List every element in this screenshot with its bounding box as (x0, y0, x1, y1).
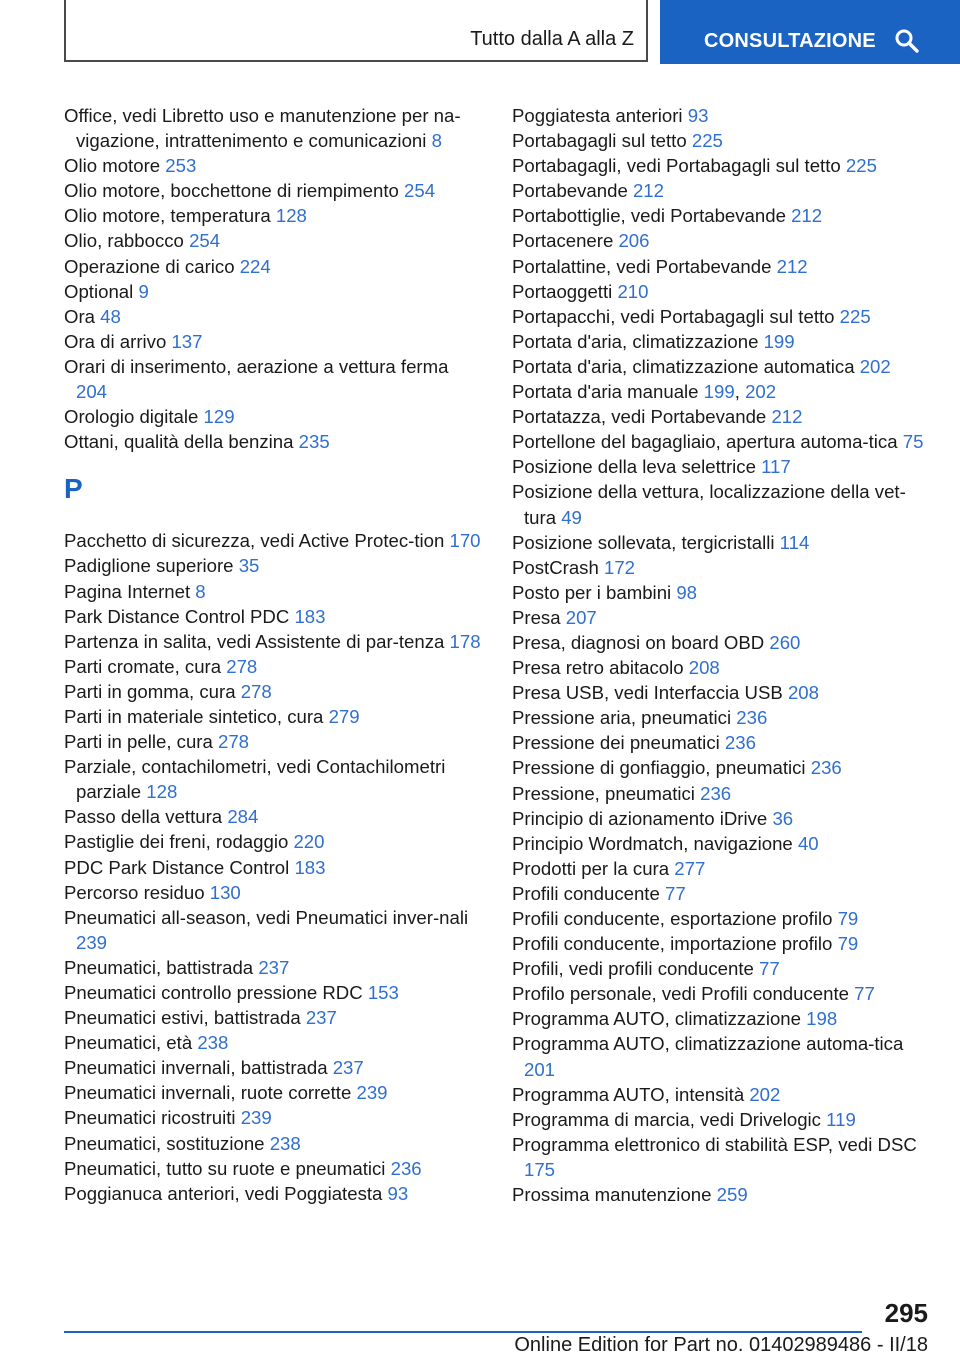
page-reference-link[interactable]: 202 (859, 355, 891, 377)
page-reference-link[interactable]: 207 (565, 606, 597, 628)
footer-edition-text: Online Edition for Part no. 01402989486 - II/18 (514, 1334, 928, 1356)
page-reference-link[interactable]: 170 (449, 530, 481, 552)
index-entry (64, 1181, 484, 1206)
page-reference-link[interactable]: 79 (837, 908, 859, 929)
index-entry (64, 604, 484, 629)
page-reference-link[interactable]: 137 (171, 330, 203, 352)
index-entry (64, 228, 484, 253)
index-entry-term: Pressione aria, pneumatici (512, 707, 732, 729)
index-entry (512, 454, 932, 479)
page-reference-link[interactable]: 128 (275, 205, 307, 227)
index-entry-term: Parziale, contachilometri, vedi Contachilometri parziale (64, 756, 446, 803)
index-entry (512, 1182, 932, 1207)
index-entry (512, 429, 932, 454)
index-entry (64, 354, 484, 404)
page-reference-link[interactable]: 259 (716, 1184, 748, 1206)
page-reference-link[interactable]: 77 (854, 983, 875, 1005)
page-reference-link[interactable]: 278 (218, 731, 250, 753)
index-entry-term: Olio motore, bocchettone di riempimento (64, 180, 399, 202)
page-reference-link[interactable]: 220 (293, 831, 325, 853)
index-entry-term: Posizione della leva selettrice (512, 456, 756, 478)
index-entry-term: Olio, rabbocco (64, 230, 184, 252)
index-entry-term: Pneumatici, età (64, 1032, 193, 1054)
index-entry (512, 956, 932, 981)
index-entry (512, 203, 932, 228)
index-entry (512, 730, 932, 755)
index-entry (64, 729, 484, 754)
index-entry (512, 881, 932, 906)
index-entry (512, 1107, 932, 1132)
index-entry (512, 103, 932, 128)
index-entry (512, 1031, 932, 1081)
page-reference-link[interactable]: 237 (258, 956, 290, 978)
index-entry (512, 329, 932, 354)
page-reference-link[interactable]: 208 (787, 682, 819, 704)
page-reference-link[interactable]: 128 (146, 781, 178, 803)
index-entry-term: Profilo personale, vedi Profili conducente (512, 983, 849, 1005)
page-reference-link[interactable]: 278 (226, 655, 258, 677)
index-entry (64, 704, 484, 729)
index-entry-term: Pagina Internet (64, 580, 191, 602)
index-letter-heading: P (64, 473, 83, 505)
index-entry (512, 806, 932, 831)
index-entry (64, 553, 484, 578)
index-entry-term: Pneumatici invernali, battistrada (64, 1057, 328, 1079)
index-entry (64, 829, 484, 854)
page-reference-link[interactable]: 239 (76, 931, 108, 953)
page-reference-link[interactable]: 235 (298, 431, 330, 453)
index-entry-term: Pneumatici all-season, vedi Pneumatici inver-nali (64, 906, 469, 928)
index-entry (512, 680, 932, 705)
page-reference-link[interactable]: 206 (618, 230, 650, 252)
index-entry-term: Partenza in salita, vedi Assistente di par-tenza (64, 630, 445, 652)
page-header (0, 0, 960, 66)
index-entry-term: Park Distance Control PDC (64, 605, 290, 627)
page-reference-link[interactable]: 224 (239, 255, 271, 277)
page-reference-link[interactable]: 201 (524, 1058, 556, 1080)
index-entry (512, 404, 932, 429)
index-entry-term: Ora di arrivo (64, 330, 167, 352)
page-reference-link[interactable]: 119 (826, 1108, 856, 1130)
index-entry-term: Pneumatici ricostruiti (64, 1107, 236, 1129)
index-entry-term: Portabevande (512, 180, 628, 202)
index-entry (64, 329, 484, 354)
index-entry (64, 1055, 484, 1080)
page-reference-link[interactable]: 8 (195, 580, 206, 602)
index-entry-term: Posizione sollevata, tergicristalli (512, 531, 775, 553)
index-entry (64, 429, 484, 454)
index-entry-term: Pneumatici controllo pressione RDC (64, 982, 363, 1003)
index-entry (512, 555, 932, 580)
index-entry (512, 781, 932, 806)
index-entry (64, 1156, 484, 1181)
page-reference-link[interactable]: 225 (839, 305, 871, 327)
page-reference-link[interactable]: 284 (227, 806, 259, 828)
index-entry (64, 1131, 484, 1156)
index-entry-term: Ottani, qualità della benzina (64, 431, 294, 453)
index-entry (64, 955, 484, 980)
page-reference-link[interactable]: 77 (664, 882, 686, 904)
index-entry-term: Olio motore, temperatura (64, 205, 271, 227)
index-entry (64, 1030, 484, 1055)
page-reference-link[interactable]: 254 (189, 230, 221, 252)
index-entry (64, 178, 484, 203)
index-entry-term: Prodotti per la cura (512, 857, 670, 879)
index-entry-term: Optional (64, 280, 134, 302)
index-entry (512, 228, 932, 253)
index-entry (512, 1132, 932, 1182)
index-entry-term: Posto per i bambini (512, 581, 672, 603)
index-entry-term: Profili conducente, esportazione profilo (512, 908, 833, 929)
index-entry-term: Portaoggetti (512, 280, 613, 302)
index-entry-term: Pressione dei pneumatici (512, 732, 720, 754)
page-reference-link[interactable]: 198 (806, 1008, 838, 1030)
page-reference-link[interactable]: 8 (431, 130, 442, 152)
index-entry (512, 1006, 932, 1031)
index-entry (64, 754, 484, 804)
index-entry-term: Parti in pelle, cura (64, 731, 213, 753)
index-entry-term: Office, vedi Libretto uso e manutenzione per na-vigazione, intrattenimento e comunicazioni (64, 105, 461, 152)
index-entry-term: Operazione di carico (64, 255, 235, 277)
page-reference-link[interactable]: 254 (404, 180, 436, 202)
index-entry-term: Orari di inserimento, aerazione a vettura ferma (64, 355, 449, 377)
index-entry-term: Portata d'aria, climatizzazione automatica (512, 355, 855, 377)
search-icon[interactable] (894, 28, 920, 54)
index-entry-term: Programma AUTO, intensità (512, 1083, 745, 1105)
index-entry-term: Portata d'aria manuale (512, 381, 699, 403)
index-entry (64, 1005, 484, 1030)
index-entry (512, 856, 932, 881)
index-entry-term: Parti in gomma, cura (64, 680, 236, 702)
index-entry (64, 153, 484, 178)
page-reference-link[interactable]: 93 (387, 1182, 409, 1204)
page-reference-link[interactable]: 236 (700, 782, 732, 804)
index-entry-term: Percorso residuo (64, 881, 205, 903)
index-entry-term: Parti cromate, cura (64, 655, 222, 677)
page-reference-link[interactable]: 236 (724, 732, 756, 754)
page-reference-link[interactable]: 260 (769, 631, 801, 653)
page-reference-link[interactable]: 79 (837, 933, 859, 955)
index-entry (512, 254, 932, 279)
page-number: 295 (884, 1298, 928, 1328)
index-entry (64, 980, 484, 1005)
consultation-tab[interactable] (660, 0, 960, 64)
index-entry-term: Pneumatici, sostituzione (64, 1132, 265, 1154)
index-entry (64, 804, 484, 829)
index-entry (512, 354, 932, 379)
page-reference-link[interactable]: 117 (761, 456, 791, 478)
index-entry-term: Parti in materiale sintetico, cura (64, 705, 324, 727)
page-reference-link[interactable]: 277 (674, 857, 706, 879)
index-entry (64, 103, 484, 153)
page-reference-link[interactable]: 49 (561, 506, 582, 528)
index-entry-term: Pneumatici estivi, battistrada (64, 1007, 301, 1029)
page-reference-link[interactable]: 225 (691, 130, 723, 152)
index-entry-term: Portapacchi, vedi Portabagagli sul tetto (512, 305, 835, 327)
index-entry (64, 203, 484, 228)
page-reference-link[interactable]: 199 (703, 381, 735, 403)
index-entry-term: Pressione, pneumatici (512, 782, 695, 804)
index-entry (64, 905, 484, 955)
page-reference-link[interactable]: 77 (759, 958, 780, 980)
page-reference-link[interactable]: 278 (240, 680, 272, 702)
index-entry-term: Prossima manutenzione (512, 1184, 712, 1206)
index-entry-term: Presa, diagnosi on board OBD (512, 631, 765, 653)
index-entry (512, 655, 932, 680)
page-reference-link[interactable]: 239 (356, 1082, 388, 1104)
index-entry (512, 279, 932, 304)
index-entry-term: Pacchetto di sicurezza, vedi Active Protec-tion (64, 530, 445, 552)
page-reference-link[interactable]: 236 (736, 707, 768, 729)
index-entry (64, 855, 484, 880)
index-entry-term: Programma AUTO, climatizzazione (512, 1008, 801, 1030)
page-reference-link[interactable]: 237 (305, 1007, 337, 1029)
index-entry-term: Profili, vedi profili conducente (512, 958, 754, 980)
page-reference-link[interactable]: 98 (676, 581, 698, 603)
index-entry-term: Principio di azionamento iDrive (512, 807, 768, 829)
index-entry (512, 580, 932, 605)
index-entry-term: Profili conducente, importazione profilo (512, 933, 833, 955)
index-entry (512, 981, 932, 1006)
index-entry (64, 528, 484, 553)
index-entry (512, 931, 932, 956)
page-reference-link[interactable]: 40 (797, 832, 819, 854)
page-reference-link[interactable]: 35 (238, 555, 260, 577)
footer-divider (64, 1331, 862, 1333)
index-entry (64, 1105, 484, 1130)
consultation-tab-label: CONSULTAZIONE (704, 30, 876, 52)
index-entry-term: Poggianuca anteriori, vedi Poggiatesta (64, 1182, 383, 1204)
page-reference-link[interactable]: 202 (749, 1083, 781, 1105)
index-entry (64, 279, 484, 304)
page-reference-link[interactable]: 239 (240, 1107, 272, 1129)
index-entry (512, 605, 932, 630)
page-reference-link[interactable]: 225 (845, 155, 877, 177)
page-reference-link[interactable]: 183 (294, 605, 326, 627)
index-entry (64, 304, 484, 329)
page-reference-link[interactable]: 236 (810, 757, 842, 779)
index-entry-term: Poggiatesta anteriori (512, 105, 683, 126)
page-reference-link[interactable]: 212 (632, 180, 664, 202)
index-entry-term: Pneumatici invernali, ruote corrette (64, 1082, 352, 1104)
index-entry-term: PostCrash (512, 556, 599, 578)
index-entry (64, 1080, 484, 1105)
index-entry-term: Pastiglie dei freni, rodaggio (64, 831, 289, 853)
index-entry-term: Ora (64, 305, 95, 327)
index-entry-term: Pneumatici, battistrada (64, 956, 254, 978)
index-entry: Portata d'aria manuale 199, 202 (512, 381, 777, 403)
page-reference-link[interactable]: 172 (603, 556, 636, 578)
index-entry-term: Portatazza, vedi Portabevande (512, 406, 767, 428)
page-reference-link[interactable]: 48 (100, 305, 121, 327)
page-reference-link[interactable]: 253 (165, 155, 197, 177)
index-entry (512, 630, 932, 655)
index-entry (512, 304, 932, 329)
page-reference-link[interactable]: 236 (390, 1157, 422, 1179)
index-entry-term: Passo della vettura (64, 806, 223, 828)
page-reference-link[interactable]: 237 (332, 1057, 364, 1079)
page-reference-link[interactable]: 208 (688, 657, 720, 679)
index-entry-term: Olio motore (64, 155, 161, 177)
index-entry-term: Portabottiglie, vedi Portabevande (512, 205, 786, 227)
index-entry (512, 128, 932, 153)
index-entry-term: Portata d'aria, climatizzazione (512, 330, 759, 352)
index-entry-term: Programma elettronico di stabilità ESP, vedi DSC (512, 1133, 917, 1155)
index-entry (64, 629, 484, 654)
index-entry-term: Profili conducente (512, 882, 660, 904)
page-reference-link[interactable]: 93 (687, 105, 709, 126)
page-reference-link[interactable]: 129 (203, 406, 235, 428)
page-reference-link[interactable]: 212 (791, 205, 823, 227)
index-entry (512, 705, 932, 730)
index-entry-term: Portacenere (512, 230, 614, 252)
page-reference-link[interactable]: 75 (902, 431, 924, 453)
index-entry (512, 906, 932, 931)
index-entry (64, 579, 484, 604)
page-reference-link[interactable]: 130 (209, 881, 241, 903)
index-entry-term: Principio Wordmatch, navigazione (512, 832, 793, 854)
index-column-right (512, 103, 932, 1207)
page-reference-link[interactable]: 238 (197, 1032, 229, 1054)
page-reference-link[interactable]: 279 (328, 705, 360, 727)
index-entry (64, 254, 484, 279)
page-reference-link[interactable]: 238 (269, 1132, 301, 1154)
index-entry (64, 880, 484, 905)
index-entry-term: Presa USB, vedi Interfaccia USB (512, 682, 783, 704)
section-tab-label: Tutto dalla A alla Z (470, 28, 634, 50)
page-reference-link[interactable]: 210 (617, 280, 649, 302)
index-entry-term: Portabagagli, vedi Portabagagli sul tetto (512, 155, 841, 177)
page-reference-link[interactable]: 212 (771, 406, 803, 428)
index-entry-term: Padiglione superiore (64, 555, 234, 577)
page-reference-link[interactable]: 114 (779, 531, 810, 553)
section-tab[interactable] (64, 0, 648, 62)
index-entry (512, 479, 932, 529)
index-entry (64, 404, 484, 429)
page-reference-link[interactable]: 204 (76, 381, 108, 403)
page-reference-link[interactable]: 36 (772, 807, 794, 829)
index-entry-term: Portabagagli sul tetto (512, 130, 687, 152)
page-reference-link[interactable]: 183 (294, 856, 326, 878)
page-reference-link[interactable]: 212 (776, 255, 808, 277)
index-entry (512, 831, 932, 856)
index-entry-term: Portalattine, vedi Portabevande (512, 255, 772, 277)
page-reference-link[interactable]: 175 (524, 1158, 556, 1180)
index-column-left (64, 103, 484, 1206)
index-entry (512, 530, 932, 555)
index-entry (512, 178, 932, 203)
page-reference-link[interactable]: 199 (763, 330, 795, 352)
page-reference-link[interactable]: 202 (745, 381, 777, 403)
index-entry-term: Orologio digitale (64, 406, 199, 428)
index-entry-term: Programma di marcia, vedi Drivelogic (512, 1108, 821, 1130)
index-entry (512, 755, 932, 780)
index-entry (512, 1082, 932, 1107)
index-entry-term: Presa retro abitacolo (512, 657, 684, 679)
page-reference-link[interactable]: 178 (449, 630, 481, 652)
page-reference-link[interactable]: 9 (138, 280, 149, 302)
index-entry-term: Pressione di gonfiaggio, pneumatici (512, 757, 806, 779)
index-entry-term: Presa (512, 606, 561, 628)
index-entry-term: Posizione della vettura, localizzazione della vet-tura (512, 481, 906, 528)
page-reference-link[interactable]: 153 (367, 982, 399, 1003)
index-entry-term: PDC Park Distance Control (64, 856, 290, 878)
index-entry-term: Programma AUTO, climatizzazione automa-tica (512, 1033, 904, 1055)
index-entry-term: Portellone del bagagliaio, apertura automa-tica (512, 431, 898, 453)
index-entry (512, 153, 932, 178)
index-entry (64, 679, 484, 704)
index-entry (64, 654, 484, 679)
index-entry-term: Pneumatici, tutto su ruote e pneumatici (64, 1157, 386, 1179)
